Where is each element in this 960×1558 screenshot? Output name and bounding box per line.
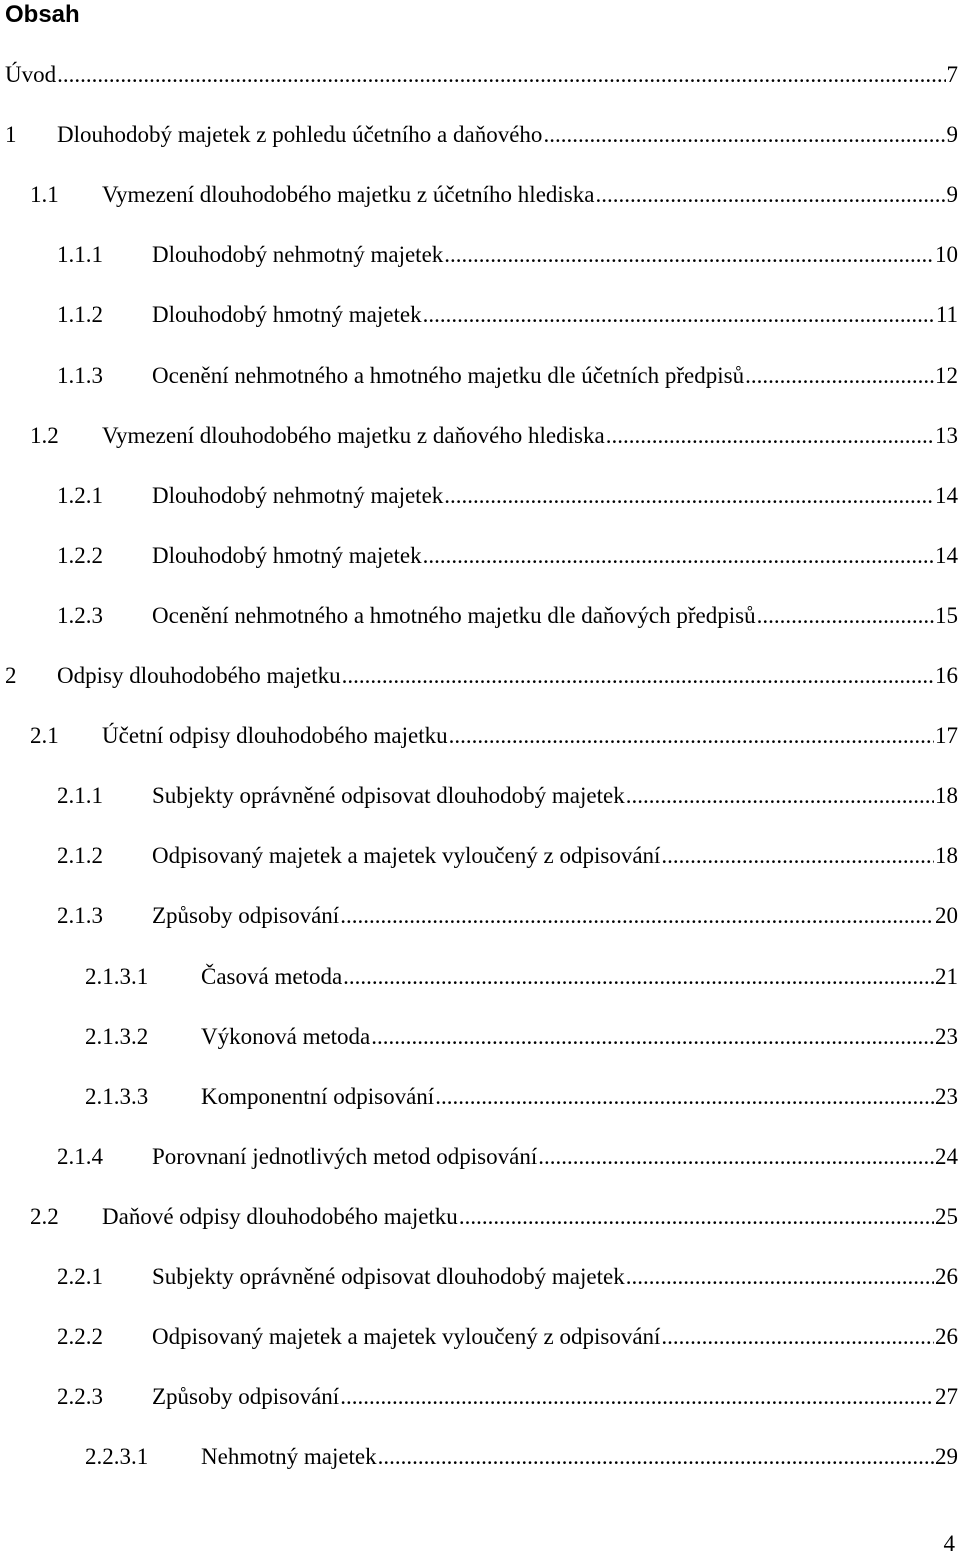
- toc-entry-number: 1.1.2: [57, 298, 103, 332]
- toc-entry-label: Výkonová metoda: [201, 1020, 370, 1054]
- toc-entry-number: 1.1.1: [57, 238, 103, 272]
- toc-dot-leader: [745, 359, 934, 393]
- toc-entry-label: Daňové odpisy dlouhodobého majetku: [102, 1200, 458, 1234]
- toc-entry-number: 1.1.3: [57, 359, 103, 393]
- toc-entry-number: 2.1.2: [57, 839, 103, 873]
- toc-dot-leader: [606, 419, 934, 453]
- toc-entry[interactable]: [0, 839, 960, 873]
- toc-entry[interactable]: [0, 539, 960, 573]
- toc-dot-leader: [435, 1080, 934, 1114]
- toc-entry-label: Časová metoda: [201, 960, 342, 994]
- toc-dot-leader: [449, 719, 934, 753]
- toc-entry-page: 20: [935, 899, 960, 933]
- toc-entry[interactable]: [0, 359, 960, 393]
- toc-entry[interactable]: [0, 118, 960, 152]
- toc-entry-number: 2.2.3.1: [85, 1440, 148, 1474]
- toc-dot-leader: [626, 1260, 934, 1294]
- toc-dot-leader: [371, 1020, 934, 1054]
- toc-entry-number: 2.1.4: [57, 1140, 103, 1174]
- toc-entry-number: 2.1.3.1: [85, 960, 148, 994]
- toc-entry[interactable]: [0, 479, 960, 513]
- page-number: 4: [944, 1530, 956, 1558]
- toc-entry-page: 26: [935, 1320, 960, 1354]
- toc-entry-label: Ocenění nehmotného a hmotného majetku dle daňových předpisů: [152, 599, 756, 633]
- toc-entry-page: 18: [935, 779, 960, 813]
- toc-entry-page: 26: [935, 1260, 960, 1294]
- toc-entry-page: 7: [947, 58, 960, 92]
- toc-entry[interactable]: [0, 178, 960, 212]
- toc-dot-leader: [661, 1320, 934, 1354]
- toc-entry[interactable]: [0, 659, 960, 693]
- toc-entry-number: 1.1: [30, 178, 59, 212]
- toc-entry-number: 1.2.2: [57, 539, 103, 573]
- toc-dot-leader: [626, 779, 934, 813]
- toc-entry[interactable]: [0, 960, 960, 994]
- toc-dot-leader: [340, 1380, 934, 1414]
- toc-entry[interactable]: [0, 1140, 960, 1174]
- toc-dot-leader: [444, 479, 934, 513]
- toc-entry-label: Účetní odpisy dlouhodobého majetku: [102, 719, 448, 753]
- toc-entry[interactable]: [0, 1080, 960, 1114]
- toc-entry-label: Vymezení dlouhodobého majetku z daňového hlediska: [102, 419, 605, 453]
- toc-entry-page: 21: [935, 960, 960, 994]
- toc-entry-label: Způsoby odpisování: [152, 1380, 339, 1414]
- toc-entry-number: 2.2.1: [57, 1260, 103, 1294]
- toc-entry-page: 11: [936, 298, 960, 332]
- toc-entry-number: 2.1: [30, 719, 59, 753]
- toc-entry-label: Způsoby odpisování: [152, 899, 339, 933]
- toc-entry[interactable]: [0, 1320, 960, 1354]
- toc-entry[interactable]: [0, 1020, 960, 1054]
- toc-dot-leader: [423, 298, 935, 332]
- toc-dot-leader: [543, 118, 945, 152]
- toc-entry-number: 2.1.3.2: [85, 1020, 148, 1054]
- toc-entry-number: 2.2.2: [57, 1320, 103, 1354]
- toc-entry-number: 2: [5, 659, 17, 693]
- toc-entry-page: 23: [935, 1080, 960, 1114]
- toc-entry-number: 1.2: [30, 419, 59, 453]
- toc-entry-page: 16: [935, 659, 960, 693]
- toc-dot-leader: [340, 899, 934, 933]
- toc-entry-page: 27: [935, 1380, 960, 1414]
- toc-entry-label: Odpisovaný majetek a majetek vyloučený z odpisování: [152, 1320, 660, 1354]
- toc-entry-page: 29: [935, 1440, 960, 1474]
- toc-entry[interactable]: [0, 1200, 960, 1234]
- page-title: Obsah: [5, 0, 80, 30]
- toc-entry-page: 10: [935, 238, 960, 272]
- toc-dot-leader: [343, 960, 934, 994]
- toc-entry[interactable]: [0, 298, 960, 332]
- toc-entry-label: Komponentní odpisování: [201, 1080, 434, 1114]
- toc-entry[interactable]: [0, 1440, 960, 1474]
- toc-entry-label: Odpisy dlouhodobého majetku: [57, 659, 341, 693]
- toc-entry-label: Dlouhodobý nehmotný majetek: [152, 238, 443, 272]
- toc-dot-leader: [57, 58, 945, 92]
- toc-entry-page: 14: [935, 539, 960, 573]
- toc-entry-label: Dlouhodobý majetek z pohledu účetního a daňového: [57, 118, 542, 152]
- toc-entry-number: 1.2.3: [57, 599, 103, 633]
- toc-entry-page: 14: [935, 479, 960, 513]
- toc-entry-number: 1: [5, 118, 17, 152]
- toc-dot-leader: [378, 1440, 934, 1474]
- toc-entry[interactable]: [0, 419, 960, 453]
- toc-entry[interactable]: [0, 238, 960, 272]
- toc-entry-page: 18: [935, 839, 960, 873]
- toc-entry-number: 2.1.1: [57, 779, 103, 813]
- toc-entry-label: Porovnaní jednotlivých metod odpisování: [152, 1140, 537, 1174]
- toc-entry-page: 23: [935, 1020, 960, 1054]
- toc-entry-page: 9: [947, 118, 960, 152]
- toc-entry-label: Úvod: [5, 58, 56, 92]
- toc-entry-page: 9: [947, 178, 960, 212]
- toc-entry-label: Vymezení dlouhodobého majetku z účetního hlediska: [102, 178, 594, 212]
- toc-dot-leader: [595, 178, 945, 212]
- toc-entry-label: Subjekty oprávněné odpisovat dlouhodobý majetek: [152, 1260, 625, 1294]
- toc-entry-page: 17: [935, 719, 960, 753]
- toc-entry-page: 24: [935, 1140, 960, 1174]
- toc-dot-leader: [459, 1200, 934, 1234]
- toc-entry-number: 2.1.3.3: [85, 1080, 148, 1114]
- toc-entry-label: Dlouhodobý hmotný majetek: [152, 539, 422, 573]
- toc-entry[interactable]: [0, 1260, 960, 1294]
- toc-entry-page: 15: [935, 599, 960, 633]
- toc-dot-leader: [423, 539, 934, 573]
- toc-entry-number: 2.2.3: [57, 1380, 103, 1414]
- toc-entry-label: Nehmotný majetek: [201, 1440, 377, 1474]
- toc-dot-leader: [342, 659, 934, 693]
- toc-dot-leader: [757, 599, 934, 633]
- toc-dot-leader: [538, 1140, 934, 1174]
- toc-dot-leader: [661, 839, 934, 873]
- toc-entry-label: Dlouhodobý nehmotný majetek: [152, 479, 443, 513]
- toc-entry-label: Subjekty oprávněné odpisovat dlouhodobý majetek: [152, 779, 625, 813]
- toc-entry-number: 1.2.1: [57, 479, 103, 513]
- toc-entry-number: 2.1.3: [57, 899, 103, 933]
- toc-entry[interactable]: [0, 899, 960, 933]
- toc-entry[interactable]: [0, 58, 960, 92]
- toc-entry-page: 13: [935, 419, 960, 453]
- toc-entry-page: 25: [935, 1200, 960, 1234]
- toc-entry[interactable]: [0, 779, 960, 813]
- toc-entry-number: 2.2: [30, 1200, 59, 1234]
- toc-entry-label: Ocenění nehmotného a hmotného majetku dle účetních předpisů: [152, 359, 744, 393]
- toc-entry[interactable]: [0, 1380, 960, 1414]
- toc-entry-page: 12: [935, 359, 960, 393]
- toc-entry[interactable]: [0, 599, 960, 633]
- toc-entry[interactable]: [0, 719, 960, 753]
- toc-entry-label: Odpisovaný majetek a majetek vyloučený z odpisování: [152, 839, 660, 873]
- toc-entry-label: Dlouhodobý hmotný majetek: [152, 298, 422, 332]
- toc-dot-leader: [444, 238, 934, 272]
